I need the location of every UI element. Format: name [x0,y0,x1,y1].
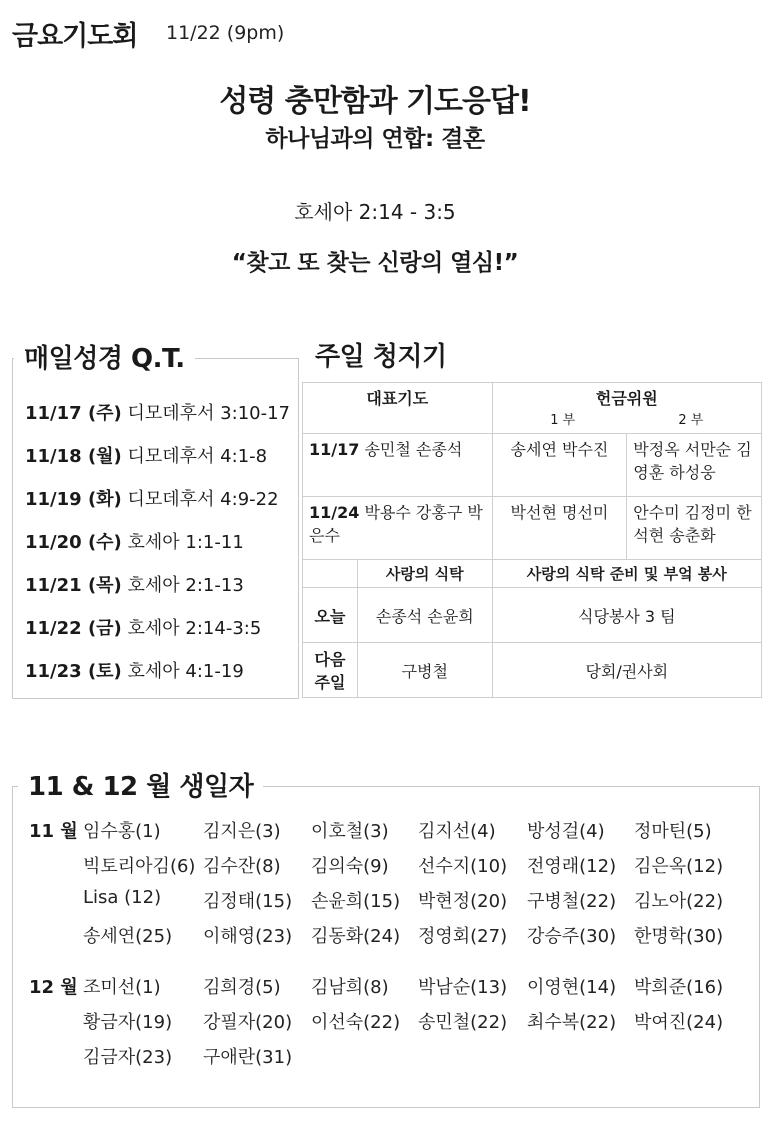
row-date: 11/17 [309,440,360,459]
birthday-name: 김지선(4) [418,821,496,842]
col-offering-header [492,383,761,434]
birthday-name: 구애란(31) [203,1047,293,1068]
qt-item [25,485,279,511]
birthday-name: 이선숙(22) [311,1012,401,1033]
qt-date: 11/19 (화) [25,489,122,510]
birthday-name: 선수지(10) [418,856,508,877]
qt-passage: 디모데후서 4:1-8 [127,446,268,467]
birthday-name: 김의숙(9) [311,856,389,877]
qt-item [25,614,261,640]
birthday-name: 정마틴(5) [634,821,712,842]
table-row [303,383,762,434]
birthday-name: 김은옥(12) [634,856,724,877]
birthday-name: 김남희(8) [311,977,389,998]
birthday-name: 박현정(20) [418,891,508,912]
sermon-title: “찾고 또 찾는 신랑의 열심!” [231,250,519,276]
qt-passage: 호세아 1:1-11 [127,532,244,553]
sunday-heading: 주일 청지기 [305,336,457,373]
birthday-name: 손윤희(15) [311,891,401,912]
birthday-name: 김금자(23) [83,1047,173,1068]
table-row [303,560,762,588]
today-love: 손종석 손윤희 [357,588,492,643]
prayer-names: 박용수 강홍구 박은수 [309,503,483,545]
birthday-name: 빅토리아김(6) [83,856,196,877]
qt-item [25,442,267,468]
birthday-name: 송민철(22) [418,1012,508,1033]
birthday-name: 송세연(25) [83,926,173,947]
birthday-name: 박여진(24) [634,1012,724,1033]
birthday-name: 이영현(14) [527,977,617,998]
qt-item [25,528,244,554]
love-table-header: 사랑의 식탁 [357,560,492,588]
col-prayer-header: 대표기도 [303,383,493,434]
qt-item [25,657,244,683]
qt-date: 11/21 (목) [25,575,122,596]
birthday-name: 강승주(30) [527,926,617,947]
table-row [303,643,762,698]
qt-date: 11/20 (수) [25,532,122,553]
birthday-name: 전영래(12) [527,856,617,877]
qt-date: 11/18 (월) [25,446,122,467]
birthday-name: 이해영(23) [203,926,293,947]
part2-cell: 안수미 김정미 한석현 송춘화 [627,497,762,560]
birthday-name: 한명학(30) [634,926,724,947]
prayer-cell [303,434,493,497]
page-title: 금요기도회 [12,21,138,52]
qt-date: 11/22 (금) [25,618,122,639]
table-row [303,497,762,560]
part1-cell: 박선현 명선미 [492,497,627,560]
part1-label: 1 부 [550,413,576,428]
birthday-name: 황금자(19) [83,1012,173,1033]
qt-section [12,358,299,699]
qt-passage: 디모데후서 4:9-22 [127,489,279,510]
birthday-name: 김노아(22) [634,891,724,912]
birthday-name: 이호철(3) [311,821,389,842]
nov-label: 11 월 [29,821,78,842]
birthday-name: 구병철(22) [527,891,617,912]
birthday-name: 최수복(22) [527,1012,617,1033]
dec-label: 12 월 [29,977,78,998]
birthday-name: 박희준(16) [634,977,724,998]
sermon-sub-title: 하나님과의 연합: 결혼 [265,126,485,152]
birthday-name: 조미선(1) [83,977,161,998]
birthday-heading: 11 & 12 월 생일자 [18,766,263,803]
birthday-name: 정영회(27) [418,926,508,947]
part1-cell: 송세연 박수진 [492,434,627,497]
qt-item [25,571,244,597]
qt-date: 11/17 (주) [25,403,122,424]
blank-cell [303,560,358,588]
qt-item [25,399,290,425]
qt-passage: 호세아 2:1-13 [127,575,244,596]
scripture-reference: 호세아 2:14 - 3:5 [294,200,456,224]
sunday-table [302,382,762,698]
birthday-name: Lisa (12) [83,887,162,908]
table-row [303,434,762,497]
next-love: 구병철 [357,643,492,698]
part2-cell: 박정옥 서만순 김영훈 하성웅 [627,434,762,497]
birthday-name: 김수잔(8) [203,856,281,877]
prayer-names: 송민철 손종석 [364,440,463,459]
service-date: 11/22 (9pm) [166,22,285,44]
prep-header: 사랑의 식탁 준비 및 부엌 봉사 [492,560,761,588]
birthday-name: 김희경(5) [203,977,281,998]
table-row [303,588,762,643]
birthday-name: 김동화(24) [311,926,401,947]
birthday-name: 방성걸(4) [527,821,605,842]
row-date: 11/24 [309,503,360,522]
qt-heading: 매일성경 Q.T. [14,338,195,375]
birthday-section [12,786,760,1108]
next-prep: 당회/권사회 [492,643,761,698]
today-label: 오늘 [303,588,358,643]
sermon-main-title: 성령 충만함과 기도응답! [219,84,531,119]
offering-label: 헌금위원 [595,389,658,408]
birthday-name: 박남순(13) [418,977,508,998]
qt-date: 11/23 (토) [25,661,122,682]
birthday-name: 김지은(3) [203,821,281,842]
next-label: 다음 주일 [303,643,358,698]
today-prep: 식당봉사 3 팀 [492,588,761,643]
prayer-cell [303,497,493,560]
birthday-name: 김정태(15) [203,891,293,912]
birthday-name: 강필자(20) [203,1012,293,1033]
qt-passage: 호세아 2:14-3:5 [127,618,262,639]
qt-passage: 호세아 4:1-19 [127,661,244,682]
qt-passage: 디모데후서 3:10-17 [127,403,290,424]
part2-label: 2 부 [678,413,704,428]
birthday-name: 임수홍(1) [83,821,161,842]
